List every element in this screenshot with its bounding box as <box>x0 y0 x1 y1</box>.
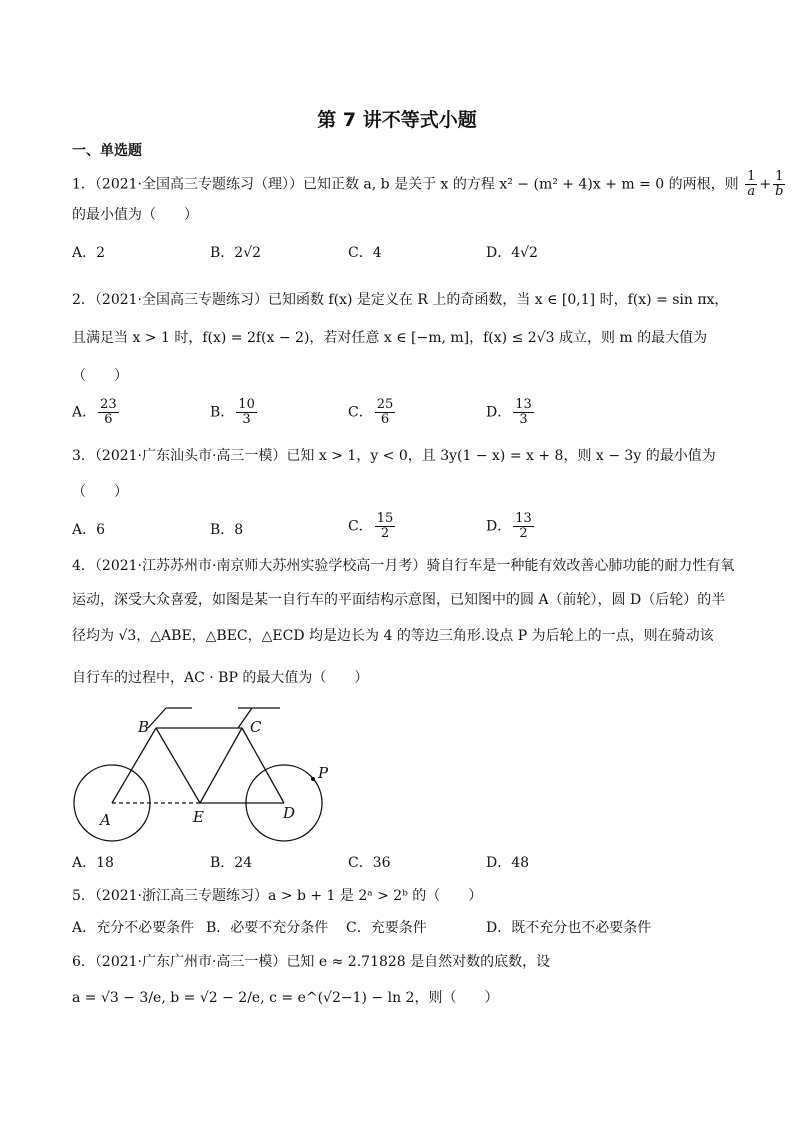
label-c: C <box>250 718 262 736</box>
point-p-marker <box>311 777 315 781</box>
q5-line1: 5．（2021·浙江高三专题练习）a > b + 1 是 2ᵃ > 2ᵇ 的（ ） <box>72 888 483 904</box>
q6-line1: 6．（2021·广东广州市·高三一模）已知 e ≈ 2.71828 是自然对数的底数，设 <box>72 954 551 970</box>
q2-line2: 且满足当 x > 1 时，f(x) = 2f(x − 2)，若对任意 x ∈ [−m, m]，f(x) ≤ 2√3 成立，则 m 的最大值为 <box>72 330 708 346</box>
q4-line4: 自行车的过程中，AC · BP 的最大值为（ ） <box>72 670 369 686</box>
q3-option-c[interactable]: C． $\frac{15}{2}$ <box>348 511 394 541</box>
q4-line3: 径均为 √3，△ABE，△BEC，△ECD 均是边长为 4 的等边三角形.设点 P 为后轮上的一点，则在骑动该 <box>72 628 714 644</box>
q1-line2: 的最小值为（ ） <box>72 207 198 223</box>
q2-line1: 2．（2021·全国高三专题练习）已知函数 f(x) 是定义在 R 上的奇函数，当 x ∈ [0,1] 时，f(x) = sin πx， <box>72 292 729 308</box>
q5-option-d[interactable]: D．既不充分也不必要条件 <box>486 920 652 936</box>
q3-option-b[interactable]: B．8 <box>210 522 244 538</box>
handlebar-stem <box>148 708 166 728</box>
q2-option-c[interactable]: C． $\frac{25}{6}$ <box>348 397 394 427</box>
q1-option-a[interactable]: A．2 <box>72 245 106 261</box>
q3-option-d[interactable]: D． $\frac{13}{2}$ <box>486 511 532 541</box>
q4-option-c[interactable]: C．36 <box>348 855 391 871</box>
edge-ce <box>200 728 242 803</box>
q5-option-c[interactable]: C．充要条件 <box>346 920 427 936</box>
q5-option-a[interactable]: A．充分不必要条件 <box>72 920 195 936</box>
bicycle-diagram <box>70 700 340 850</box>
label-b: B <box>138 718 150 736</box>
q5-option-b[interactable]: B．必要不充分条件 <box>206 920 329 936</box>
q1-line1 <box>72 170 787 199</box>
label-d: D <box>283 804 296 822</box>
q1-frac-1a: $\frac{1}{a}$ <box>747 169 756 199</box>
q4-line1: 4．（2021·江苏苏州市·南京师大苏州实验学校高一月考）骑自行车是一种能有效改善心肺功能的耐力性有氧 <box>72 558 735 574</box>
q1-stem: 1．（2021·全国高三专题练习（理））已知正数 a, b 是关于 x 的方程 x² − (m² + 4)x + m = 0 的两根，则 <box>72 176 739 193</box>
q1-option-d[interactable]: D．4√2 <box>486 245 538 261</box>
page-title: 第 7 讲不等式小题 <box>317 109 477 131</box>
q1-frac-1b: $\frac{1}{b}$ <box>775 169 784 199</box>
q4-line2: 运动，深受大众喜爱，如图是某一自行车的平面结构示意图，已知图中的圆 A（前轮），圆 D（后轮）的半 <box>72 592 726 608</box>
label-p: P <box>318 764 329 782</box>
q6-line2: a = √3 − 3/e, b = √2 − 2/e, c = e^(√2−1) − ln 2，则（ ） <box>72 990 499 1006</box>
q3-option-a[interactable]: A．6 <box>72 522 106 538</box>
section-heading: 一、单选题 <box>72 143 142 159</box>
q2-option-d[interactable]: D． $\frac{13}{3}$ <box>486 397 532 427</box>
edge-be <box>156 728 200 803</box>
q4-option-b[interactable]: B．24 <box>210 855 253 871</box>
q1-option-c[interactable]: C．4 <box>348 245 382 261</box>
q2-line3: （ ） <box>72 368 128 384</box>
q4-option-a[interactable]: A．18 <box>72 855 114 871</box>
q1-plus: + <box>759 176 772 193</box>
q2-option-a[interactable]: A． $\frac{23}{6}$ <box>72 397 117 427</box>
label-e: E <box>193 808 204 826</box>
q2-option-b[interactable]: B． $\frac{10}{3}$ <box>210 397 255 427</box>
q3-line1: 3．（2021·广东汕头市·高三一模）已知 x > 1，y < 0，且 3y(1 − x) = x + 8，则 x − 3y 的最小值为 <box>72 448 716 464</box>
q1-option-b[interactable]: B．2√2 <box>210 245 262 261</box>
label-a: A <box>100 811 111 829</box>
q4-option-d[interactable]: D．48 <box>486 855 530 871</box>
q3-line2: （ ） <box>72 484 128 500</box>
